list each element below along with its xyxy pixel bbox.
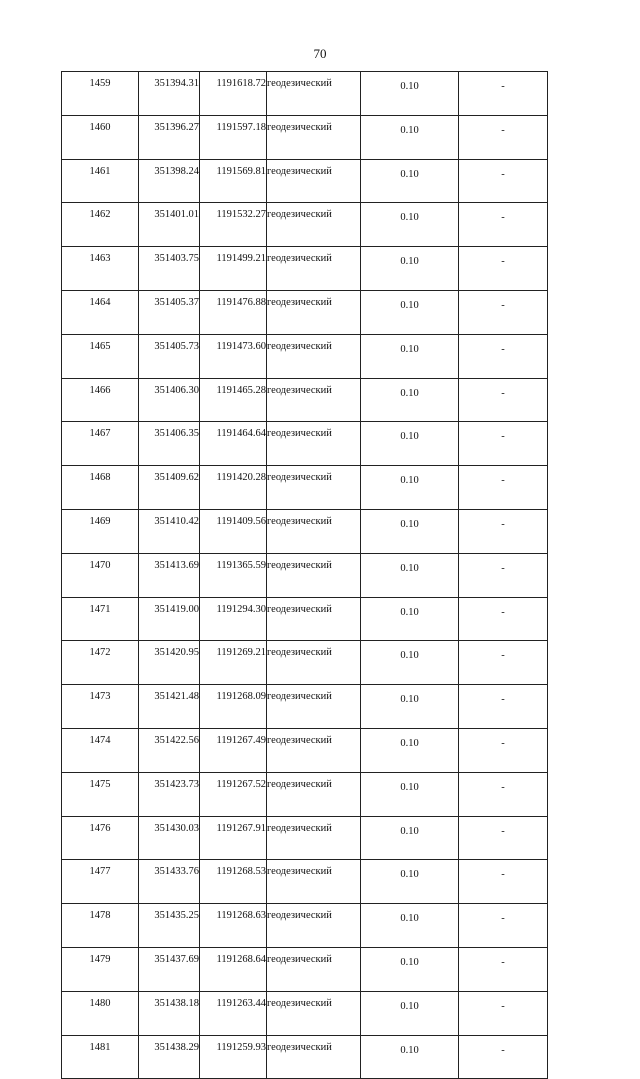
method-cell: геодезический — [267, 553, 361, 597]
x-coordinate-cell: 351438.29 — [139, 1035, 200, 1079]
y-coordinate-cell: 1191532.27 — [200, 203, 267, 247]
method-cell: геодезический — [267, 247, 361, 291]
y-coordinate-cell: 1191268.53 — [200, 860, 267, 904]
accuracy-cell: 0.10 — [361, 947, 459, 991]
table-row — [62, 991, 548, 1035]
point-number-cell: 1478 — [62, 904, 139, 948]
point-number-cell: 1459 — [62, 72, 139, 116]
table-row — [62, 947, 548, 991]
point-number-cell: 1467 — [62, 422, 139, 466]
point-number-cell: 1461 — [62, 159, 139, 203]
method-cell: геодезический — [267, 904, 361, 948]
point-number-cell: 1462 — [62, 203, 139, 247]
x-coordinate-cell: 351410.42 — [139, 509, 200, 553]
table-body — [62, 72, 548, 1079]
x-coordinate-cell: 351423.73 — [139, 772, 200, 816]
accuracy-cell: 0.10 — [361, 904, 459, 948]
method-cell: геодезический — [267, 422, 361, 466]
point-number-cell: 1479 — [62, 947, 139, 991]
x-coordinate-cell: 351435.25 — [139, 904, 200, 948]
table-row — [62, 641, 548, 685]
x-coordinate-cell: 351420.95 — [139, 641, 200, 685]
y-coordinate-cell: 1191267.52 — [200, 772, 267, 816]
y-coordinate-cell: 1191259.93 — [200, 1035, 267, 1079]
accuracy-cell: 0.10 — [361, 247, 459, 291]
y-coordinate-cell: 1191267.49 — [200, 728, 267, 772]
note-cell: - — [459, 159, 548, 203]
table-row — [62, 72, 548, 116]
accuracy-cell: 0.10 — [361, 1035, 459, 1079]
accuracy-cell: 0.10 — [361, 685, 459, 729]
y-coordinate-cell: 1191268.63 — [200, 904, 267, 948]
method-cell: геодезический — [267, 509, 361, 553]
table-row — [62, 334, 548, 378]
accuracy-cell: 0.10 — [361, 290, 459, 334]
note-cell: - — [459, 553, 548, 597]
point-number-cell: 1460 — [62, 115, 139, 159]
accuracy-cell: 0.10 — [361, 378, 459, 422]
x-coordinate-cell: 351405.73 — [139, 334, 200, 378]
table-row — [62, 115, 548, 159]
y-coordinate-cell: 1191409.56 — [200, 509, 267, 553]
x-coordinate-cell: 351409.62 — [139, 466, 200, 510]
table-row — [62, 203, 548, 247]
point-number-cell: 1466 — [62, 378, 139, 422]
note-cell: - — [459, 1035, 548, 1079]
y-coordinate-cell: 1191499.21 — [200, 247, 267, 291]
accuracy-cell: 0.10 — [361, 115, 459, 159]
accuracy-cell: 0.10 — [361, 860, 459, 904]
note-cell: - — [459, 728, 548, 772]
x-coordinate-cell: 351422.56 — [139, 728, 200, 772]
point-number-cell: 1476 — [62, 816, 139, 860]
accuracy-cell: 0.10 — [361, 816, 459, 860]
y-coordinate-cell: 1191420.28 — [200, 466, 267, 510]
method-cell: геодезический — [267, 115, 361, 159]
method-cell: геодезический — [267, 641, 361, 685]
y-coordinate-cell: 1191476.88 — [200, 290, 267, 334]
table-row — [62, 816, 548, 860]
point-number-cell: 1475 — [62, 772, 139, 816]
accuracy-cell: 0.10 — [361, 203, 459, 247]
point-number-cell: 1463 — [62, 247, 139, 291]
method-cell: геодезический — [267, 816, 361, 860]
accuracy-cell: 0.10 — [361, 641, 459, 685]
accuracy-cell: 0.10 — [361, 553, 459, 597]
point-number-cell: 1480 — [62, 991, 139, 1035]
method-cell: геодезический — [267, 466, 361, 510]
method-cell: геодезический — [267, 203, 361, 247]
y-coordinate-cell: 1191365.59 — [200, 553, 267, 597]
y-coordinate-cell: 1191464.64 — [200, 422, 267, 466]
table-row — [62, 422, 548, 466]
point-number-cell: 1464 — [62, 290, 139, 334]
x-coordinate-cell: 351437.69 — [139, 947, 200, 991]
accuracy-cell: 0.10 — [361, 422, 459, 466]
x-coordinate-cell: 351421.48 — [139, 685, 200, 729]
point-number-cell: 1469 — [62, 509, 139, 553]
table-row — [62, 772, 548, 816]
method-cell: геодезический — [267, 334, 361, 378]
method-cell: геодезический — [267, 947, 361, 991]
x-coordinate-cell: 351433.76 — [139, 860, 200, 904]
y-coordinate-cell: 1191618.72 — [200, 72, 267, 116]
accuracy-cell: 0.10 — [361, 509, 459, 553]
point-number-cell: 1468 — [62, 466, 139, 510]
note-cell: - — [459, 904, 548, 948]
table-row — [62, 509, 548, 553]
y-coordinate-cell: 1191268.64 — [200, 947, 267, 991]
point-number-cell: 1477 — [62, 860, 139, 904]
table-row — [62, 159, 548, 203]
y-coordinate-cell: 1191473.60 — [200, 334, 267, 378]
point-number-cell: 1473 — [62, 685, 139, 729]
table-row — [62, 597, 548, 641]
accuracy-cell: 0.10 — [361, 334, 459, 378]
point-number-cell: 1472 — [62, 641, 139, 685]
note-cell: - — [459, 247, 548, 291]
note-cell: - — [459, 947, 548, 991]
x-coordinate-cell: 351403.75 — [139, 247, 200, 291]
y-coordinate-cell: 1191569.81 — [200, 159, 267, 203]
table-row — [62, 290, 548, 334]
note-cell: - — [459, 466, 548, 510]
method-cell: геодезический — [267, 159, 361, 203]
method-cell: геодезический — [267, 685, 361, 729]
y-coordinate-cell: 1191268.09 — [200, 685, 267, 729]
point-number-cell: 1481 — [62, 1035, 139, 1079]
note-cell: - — [459, 378, 548, 422]
x-coordinate-cell: 351413.69 — [139, 553, 200, 597]
note-cell: - — [459, 991, 548, 1035]
method-cell: геодезический — [267, 597, 361, 641]
table-row — [62, 904, 548, 948]
table-row — [62, 466, 548, 510]
y-coordinate-cell: 1191294.30 — [200, 597, 267, 641]
method-cell: геодезический — [267, 378, 361, 422]
y-coordinate-cell: 1191267.91 — [200, 816, 267, 860]
point-number-cell: 1465 — [62, 334, 139, 378]
y-coordinate-cell: 1191263.44 — [200, 991, 267, 1035]
point-number-cell: 1471 — [62, 597, 139, 641]
method-cell: геодезический — [267, 72, 361, 116]
note-cell: - — [459, 641, 548, 685]
x-coordinate-cell: 351405.37 — [139, 290, 200, 334]
table-row — [62, 685, 548, 729]
table-row — [62, 553, 548, 597]
x-coordinate-cell: 351406.30 — [139, 378, 200, 422]
method-cell: геодезический — [267, 1035, 361, 1079]
method-cell: геодезический — [267, 991, 361, 1035]
x-coordinate-cell: 351438.18 — [139, 991, 200, 1035]
table-row — [62, 728, 548, 772]
note-cell: - — [459, 290, 548, 334]
method-cell: геодезический — [267, 860, 361, 904]
x-coordinate-cell: 351396.27 — [139, 115, 200, 159]
table-row — [62, 860, 548, 904]
y-coordinate-cell: 1191269.21 — [200, 641, 267, 685]
method-cell: геодезический — [267, 290, 361, 334]
coordinates-table — [61, 71, 548, 1079]
point-number-cell: 1470 — [62, 553, 139, 597]
note-cell: - — [459, 597, 548, 641]
method-cell: геодезический — [267, 772, 361, 816]
note-cell: - — [459, 203, 548, 247]
note-cell: - — [459, 772, 548, 816]
note-cell: - — [459, 422, 548, 466]
note-cell: - — [459, 72, 548, 116]
method-cell: геодезический — [267, 728, 361, 772]
x-coordinate-cell: 351406.35 — [139, 422, 200, 466]
accuracy-cell: 0.10 — [361, 466, 459, 510]
x-coordinate-cell: 351430.03 — [139, 816, 200, 860]
note-cell: - — [459, 334, 548, 378]
x-coordinate-cell: 351398.24 — [139, 159, 200, 203]
y-coordinate-cell: 1191597.18 — [200, 115, 267, 159]
accuracy-cell: 0.10 — [361, 597, 459, 641]
accuracy-cell: 0.10 — [361, 159, 459, 203]
x-coordinate-cell: 351419.00 — [139, 597, 200, 641]
note-cell: - — [459, 115, 548, 159]
note-cell: - — [459, 685, 548, 729]
accuracy-cell: 0.10 — [361, 772, 459, 816]
table-row — [62, 247, 548, 291]
accuracy-cell: 0.10 — [361, 991, 459, 1035]
note-cell: - — [459, 509, 548, 553]
x-coordinate-cell: 351394.31 — [139, 72, 200, 116]
table-row — [62, 378, 548, 422]
y-coordinate-cell: 1191465.28 — [200, 378, 267, 422]
accuracy-cell: 0.10 — [361, 72, 459, 116]
accuracy-cell: 0.10 — [361, 728, 459, 772]
note-cell: - — [459, 860, 548, 904]
point-number-cell: 1474 — [62, 728, 139, 772]
page-number: 70 — [313, 46, 327, 61]
x-coordinate-cell: 351401.01 — [139, 203, 200, 247]
table-row — [62, 1035, 548, 1079]
note-cell: - — [459, 816, 548, 860]
